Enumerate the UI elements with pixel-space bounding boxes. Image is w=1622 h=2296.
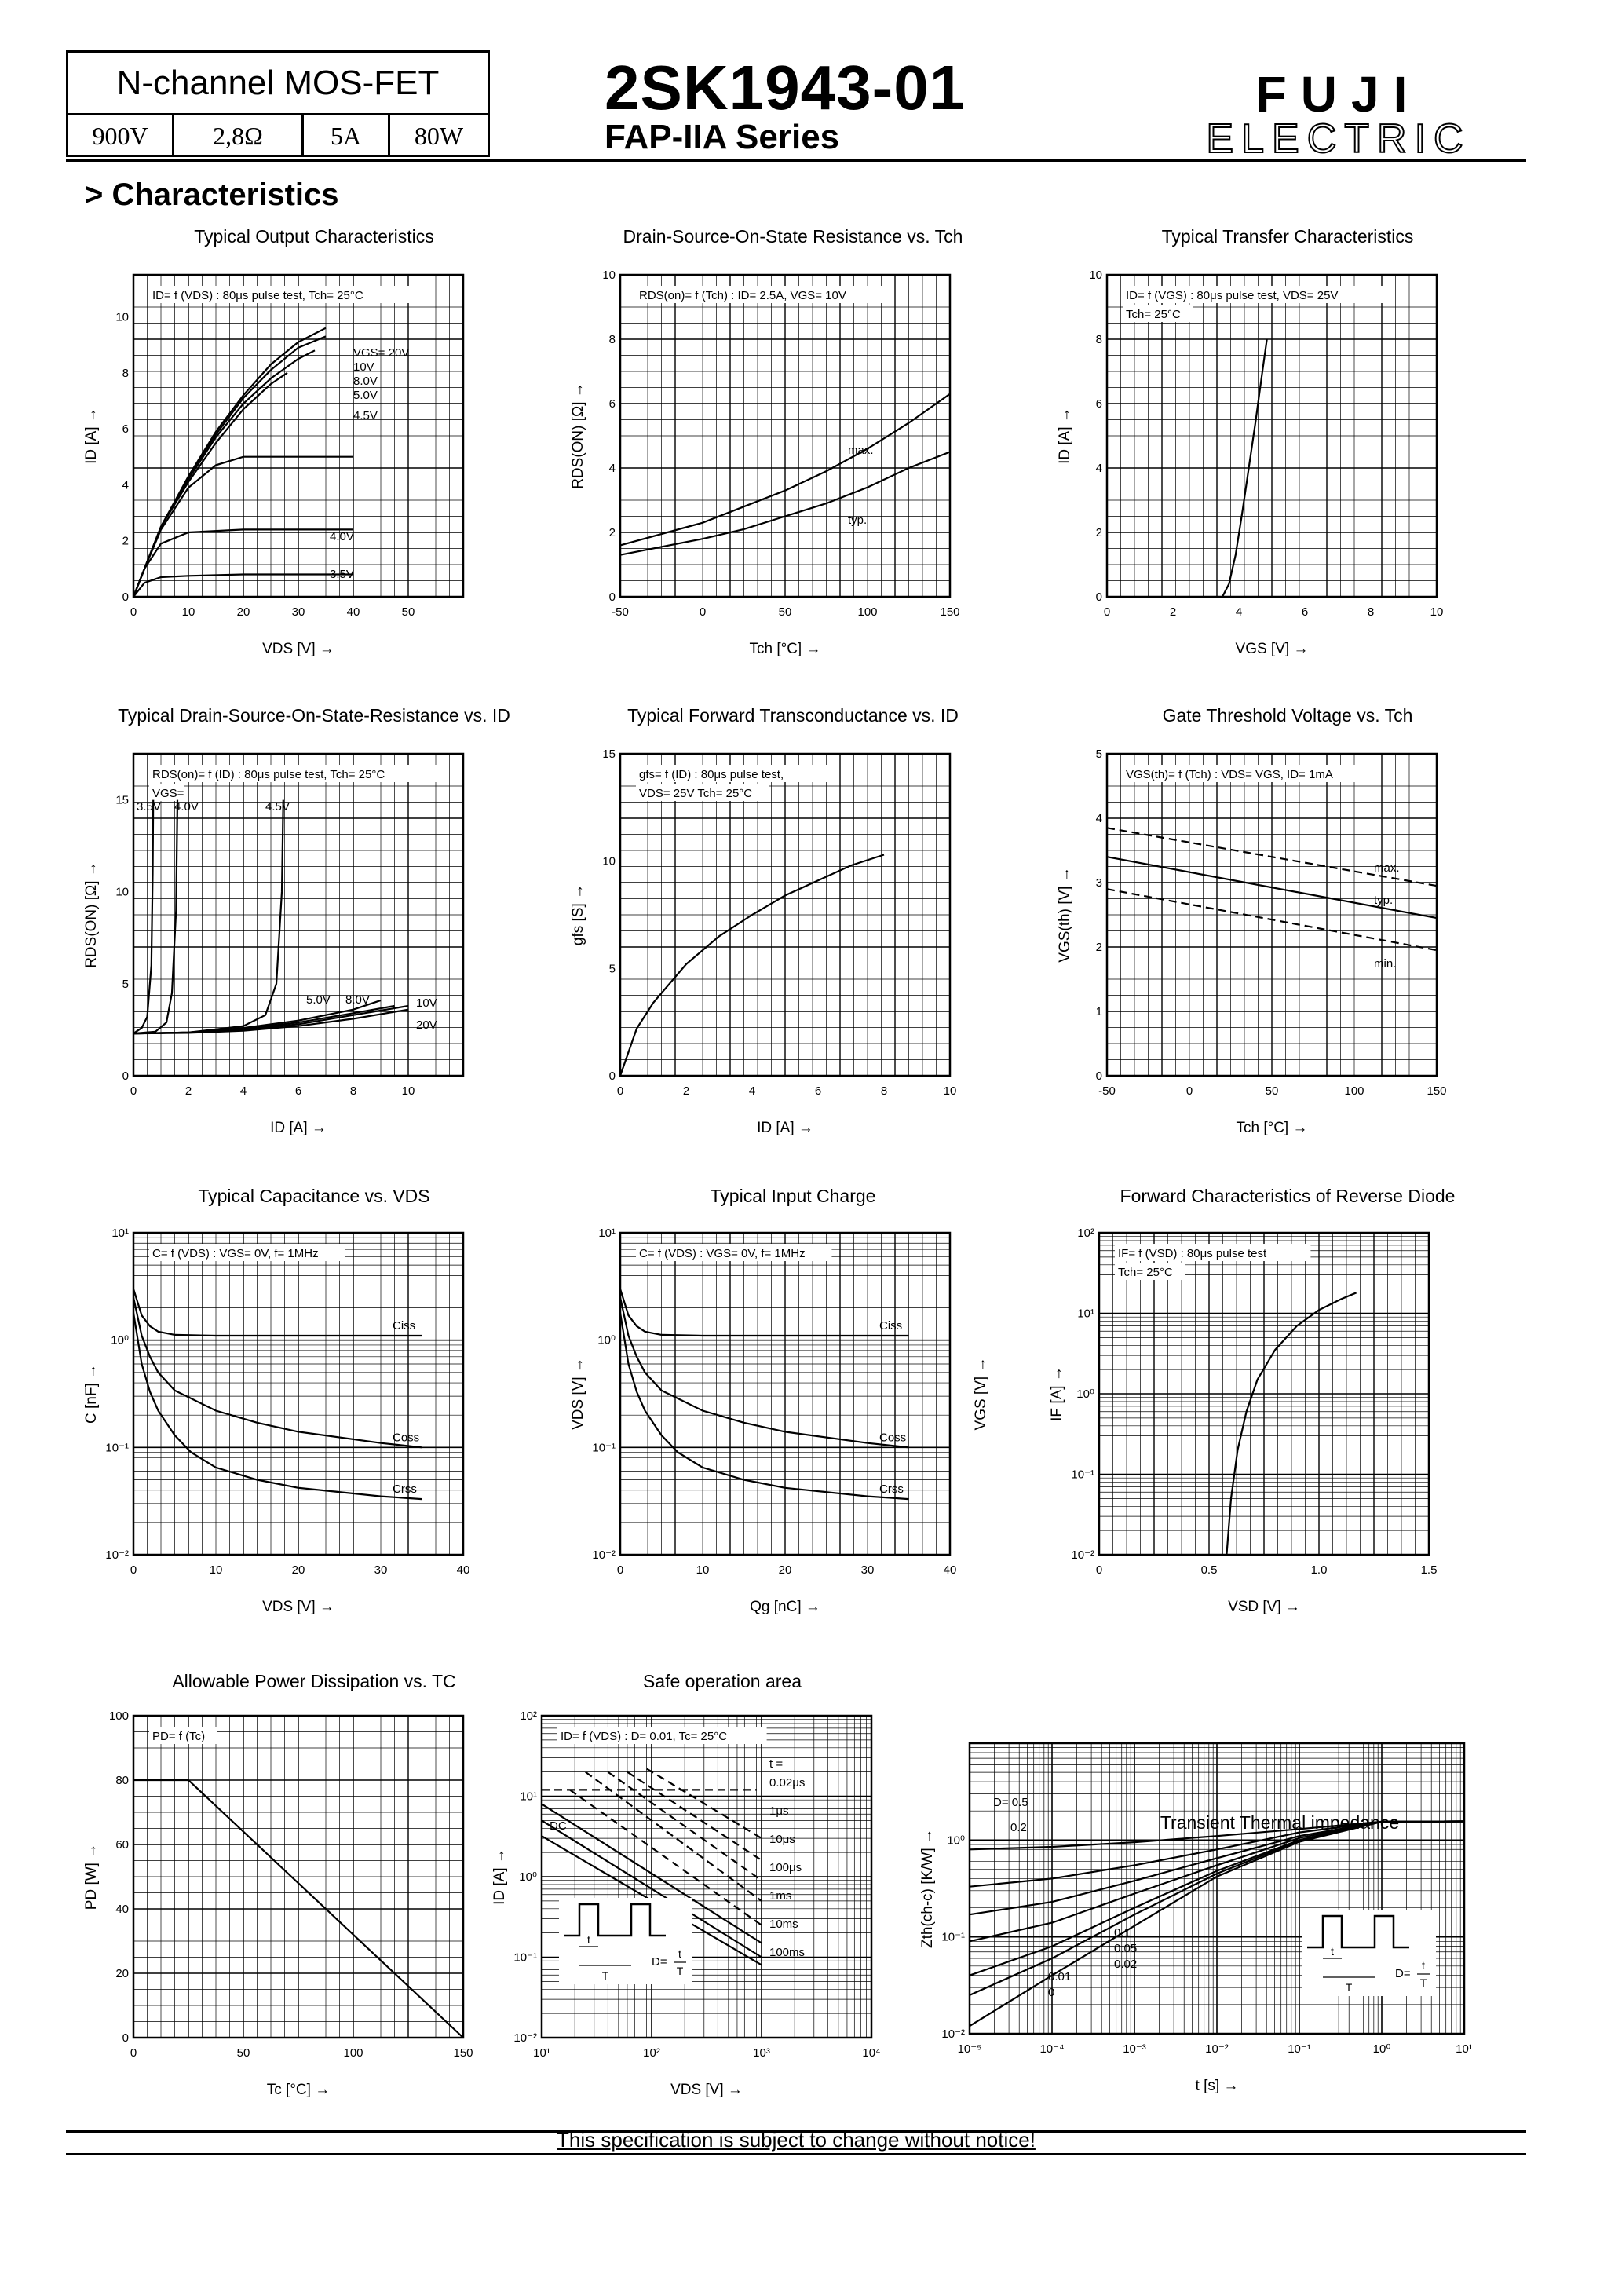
series-label-3: 10μs [769,1833,795,1846]
series-label-4: 5.0V [353,389,378,402]
y2-axis-label: VGS [V] → [973,1357,989,1431]
series-label-2: Coss [393,1431,420,1445]
y-tick-label: 4 [1095,812,1102,825]
y-tick-label: 15 [115,793,129,807]
footer-notice: This specification is subject to change without notice! [557,2128,1036,2152]
chart-annotation: IF= f (VSD) : 80μs pulse test [1118,1247,1267,1260]
series-label-8: DC [550,1819,567,1834]
y-tick-label: 10⁻¹ [513,1951,537,1965]
x-tick-label: 10 [943,1084,957,1098]
device-type: N-channel MOS-FET [68,53,488,115]
x-tick-label: 30 [291,605,305,619]
title-output: Typical Output Characteristics [194,226,434,247]
x-tick-label: 20 [236,605,250,619]
y-tick-label: 10⁻² [1071,1548,1094,1562]
y-axis-label: gfs [S] → [570,883,586,946]
y-tick-label: 15 [602,748,616,761]
y-tick-label: 10 [1089,269,1102,282]
chart-annotation: RDS(on)= f (Tch) : ID= 2.5A, VGS= 10V [639,289,846,302]
x-tick-label: 0 [616,1563,624,1577]
title-transfer: Typical Transfer Characteristics [1161,226,1414,247]
x-tick-label: 100 [857,605,878,619]
footer-rule-bottom [66,2153,1526,2155]
grid [1099,1233,1429,1555]
chart-thermal [919,1680,1476,2104]
y-axis-label: Zth(ch-c) [K/W] → [919,1829,936,1948]
y-tick-label: 0 [122,2031,129,2045]
y-tick-label: 10² [520,1709,537,1723]
series-label-4: 100μs [769,1861,802,1874]
series-label-7: 100ms [769,1946,806,1959]
chart-annotation: ID= f (VDS) : 80μs pulse test, Tch= 25°C [152,289,363,302]
pulse-label: t = [769,1757,784,1771]
x-axis-label: Tch [°C] → [1236,1120,1308,1136]
series-line-1 [133,800,153,1034]
inset-t-label: t [1331,1945,1334,1958]
x-tick-label: 10⁻² [1205,2042,1229,2056]
series-label-5: 8.0V [345,993,370,1007]
chart-annotation: Tch= 25°C [1126,308,1181,321]
series-line-1 [133,1289,422,1336]
series-label-1: 0.02μs [769,1776,806,1790]
y-axis-label: VDS [V] → [570,1358,586,1430]
x-tick-label: 50 [1265,1084,1279,1098]
title-rds-id: Typical Drain-Source-On-State-Resistance vs. ID [118,705,510,726]
x-tick-label: 10¹ [1456,2042,1473,2056]
chart-annotation: Tch= 25°C [1118,1266,1173,1279]
title-diode: Forward Characteristics of Reverse Diode [1120,1186,1456,1206]
series-line-2 [133,800,177,1034]
grid [133,275,463,597]
x-tick-label: 0 [699,605,707,619]
y-tick-label: 10⁰ [111,1333,129,1347]
y-tick-label: 6 [1095,397,1102,411]
series-label-3: Crss [879,1483,904,1497]
x-tick-label: 0 [130,1084,137,1098]
x-tick-label: 6 [1301,605,1309,619]
series-label-6: 10V [416,996,437,1010]
x-tick-label: 4 [239,1084,247,1098]
y-axis-label: ID [A] → [491,1848,508,1905]
y-axis-label: RDS(ON) [Ω] → [83,861,100,968]
title-soa: Safe operation area [642,1671,802,1691]
inset-t-label: t [587,1933,590,1946]
x-tick-label: 0 [130,605,137,619]
series-line-2 [627,1772,762,1861]
y-tick-label: 8 [608,333,616,346]
spec-resistance: 2,8Ω [174,115,304,157]
inset-duty-numerator: t [678,1947,681,1960]
series-label-3: min. [1374,957,1397,971]
y-axis-label: VGS(th) [V] → [1057,867,1073,963]
x-tick-label: 10³ [753,2046,770,2060]
y-tick-label: 10⁰ [1076,1387,1094,1401]
x-axis-label: ID [A] → [270,1120,327,1136]
y-tick-label: 10¹ [111,1227,129,1240]
series-label-2: 4.0V [174,800,199,813]
y-tick-label: 0 [1095,590,1102,604]
spec-current: 5A [304,115,390,157]
x-tick-label: 8 [880,1084,888,1098]
series-label-1: Ciss [879,1319,903,1333]
y-tick-label: 10⁻² [105,1548,129,1562]
x-tick-label: 0 [616,1084,624,1098]
chart-input-charge [565,1217,1005,1618]
y-tick-label: 20 [115,1967,129,1980]
x-axis-label: Tch [°C] → [749,641,821,657]
x-tick-label: 10 [1430,605,1444,619]
grid [1107,754,1437,1076]
series-label-1: max. [1374,861,1400,876]
x-tick-label: 2 [682,1084,690,1098]
series-line-4 [586,1772,762,1901]
y-tick-label: 8 [1095,333,1102,346]
y-tick-label: 4 [1095,462,1102,475]
y-axis-label: IF [A] → [1049,1366,1065,1421]
series-label-1: Ciss [393,1319,416,1333]
series-label-4: 0.05 [1114,1942,1138,1955]
x-tick-label: 6 [294,1084,302,1098]
y-tick-label: 10⁻¹ [1071,1468,1094,1482]
y-tick-label: 10 [602,854,616,868]
x-tick-label: 0 [1103,605,1111,619]
y-tick-label: 10 [602,269,616,282]
x-tick-label: 20 [291,1563,305,1577]
title-power: Allowable Power Dissipation vs. TC [172,1671,456,1691]
x-tick-label: 20 [778,1563,792,1577]
spec-box [66,50,490,157]
series-label-1: VGS= 20V [353,346,410,360]
grid [133,1716,463,2038]
series-name: FAP-IIA Series [605,118,840,156]
spec-power: 80W [414,122,464,150]
inset-duty-label: D= [652,1955,667,1969]
x-axis-label: ID [A] → [757,1120,813,1136]
y-tick-label: 10⁰ [947,1834,965,1848]
y-tick-label: 10⁰ [597,1333,616,1347]
x-tick-label: 10 [401,1084,415,1098]
x-axis-label: VDS [V] → [670,2082,743,2098]
y-tick-label: 0 [122,1069,129,1083]
y-tick-label: 3 [1095,876,1102,890]
x-tick-label: 0 [1095,1563,1103,1577]
x-tick-label: 150 [940,605,960,619]
y-tick-label: 10¹ [520,1790,537,1804]
x-tick-label: 10 [696,1563,710,1577]
x-tick-label: 2 [184,1084,192,1098]
x-tick-label: 40 [346,605,360,619]
title-capacitance: Typical Capacitance vs. VDS [198,1186,430,1206]
y-tick-label: 6 [122,422,129,437]
y-tick-label: 10¹ [598,1227,616,1240]
x-tick-label: 1.5 [1420,1563,1438,1577]
x-tick-label: 10⁻³ [1123,2042,1146,2056]
x-tick-label: 150 [1427,1084,1447,1098]
chart-annotation: VGS(th)= f (Tch) : VDS= VGS, ID= 1mA [1126,768,1333,781]
y-tick-label: 10 [115,885,129,899]
x-axis-label: VSD [V] → [1228,1599,1300,1615]
x-tick-label: 100 [343,2046,363,2060]
x-tick-label: 10 [181,605,195,619]
y-axis-label: ID [A] → [1057,408,1073,464]
chart-soa [487,1700,895,2100]
chart-output [79,259,518,660]
series-label-4: 5.0V [306,993,331,1007]
chart-transfer [1052,259,1492,660]
series-line-4 [133,373,287,597]
fuji-electric-logo [1162,68,1515,159]
x-tick-label: 10⁴ [862,2046,881,2060]
x-tick-label: 10⁻⁴ [1039,2042,1065,2056]
y-tick-label: 10⁻¹ [105,1441,129,1455]
chart-annotation: PD= f (Tc) [152,1730,206,1743]
y-tick-label: 4 [608,462,616,475]
inset-duty-denominator: T [676,1965,684,1977]
y-tick-label: 5 [608,962,616,976]
inset-duty-denominator: T [1419,1976,1427,1989]
series-label-3: Crss [393,1483,417,1497]
x-tick-label: 10¹ [533,2046,550,2060]
series-label-6: 0.01 [1048,1970,1072,1983]
x-tick-label: 50 [236,2046,250,2060]
y-tick-label: 1 [1095,1005,1102,1018]
y-tick-label: 0 [608,1069,616,1083]
grid [620,754,950,1076]
title-rds-tch: Drain-Source-On-State Resistance vs. Tch [623,226,963,247]
x-tick-label: 2 [1169,605,1177,619]
x-axis-label: VGS [V] → [1235,641,1309,657]
chart-annotation: RDS(on)= f (ID) : 80μs pulse test, Tch= 25°C [152,768,385,781]
series-label-1: 3.5V [137,800,161,813]
x-tick-label: 100 [1344,1084,1364,1098]
spec-row [68,115,488,157]
x-tick-label: 4 [748,1084,756,1098]
chart-diode [989,1217,1492,1618]
x-tick-label: 40 [943,1563,957,1577]
x-tick-label: 50 [778,605,792,619]
x-tick-label: 30 [860,1563,875,1577]
x-tick-label: 10² [643,2046,660,2060]
y-tick-label: 0 [1095,1069,1102,1083]
series-line-1 [620,1289,909,1336]
y-tick-label: 2 [1095,941,1102,954]
x-tick-label: -50 [1098,1084,1116,1098]
x-axis-label: Tc [°C] → [266,2082,331,2098]
y-axis-label: PD [W] → [83,1843,100,1910]
x-axis-label: Qg [nC] → [750,1599,820,1615]
series-label-2: typ. [848,514,868,528]
series-label-3: 8.0V [353,375,378,388]
series-label-7: 3.5V [330,568,354,581]
x-tick-label: 50 [401,605,415,619]
y-tick-label: 10² [1077,1227,1094,1240]
chart-annotation: VDS= 25V Tch= 25°C [639,787,753,800]
series-line-3 [133,800,283,1034]
header-rule [66,159,1526,162]
series-label-7: 0 [1048,1986,1055,1999]
y-tick-label: 100 [108,1709,129,1723]
x-tick-label: 6 [814,1084,822,1098]
x-tick-label: 8 [349,1084,357,1098]
chart-annotation: C= f (VDS) : VGS= 0V, f= 1MHz [639,1247,806,1260]
series-label-6: 10ms [769,1918,798,1931]
series-label-5: 4.5V [353,409,378,422]
series-label-3: 4.5V [265,800,290,813]
chart-gfs [565,738,1005,1139]
y-tick-label: 0 [122,590,129,604]
x-axis-label: t [s] → [1195,2078,1239,2094]
chart-annotation: VGS= [152,787,184,800]
y-tick-label: 5 [1095,748,1102,761]
x-tick-label: 30 [374,1563,388,1577]
chart-annotation: C= f (VDS) : VGS= 0V, f= 1MHz [152,1247,319,1260]
x-tick-label: 0 [1185,1084,1193,1098]
chart-power [79,1700,518,2100]
x-tick-label: 0.5 [1200,1563,1218,1577]
title-gfs: Typical Forward Transconductance vs. ID [627,705,959,726]
series-line-1 [620,855,884,1077]
inset-duty-numerator: t [1422,1959,1425,1972]
series-label-2: 0.2 [1010,1821,1027,1834]
y-tick-label: 10⁻¹ [941,1930,965,1944]
y-tick-label: 2 [1095,526,1102,539]
y-axis-label: RDS(ON) [Ω] → [570,382,586,489]
x-tick-label: 150 [453,2046,473,2060]
x-tick-label: -50 [612,605,629,619]
y-tick-label: 8 [122,366,129,380]
chart-annotation: gfs= f (ID) : 80μs pulse test, [639,768,784,781]
logo-line2: ELECTRIC [1206,116,1471,159]
chart-vgsth [1052,738,1492,1139]
y-tick-label: 80 [115,1774,129,1787]
inset-duty-label: D= [1395,1967,1411,1980]
x-axis-label: VDS [V] → [262,1599,334,1615]
grid [620,275,950,597]
y-tick-label: 4 [122,478,129,492]
grid [1107,275,1437,597]
spec-voltage: 900V [68,115,174,157]
x-tick-label: 8 [1367,605,1375,619]
series-label-5: 1ms [769,1889,792,1903]
logo-line1: FUJI [1255,68,1422,122]
x-tick-label: 10⁻⁵ [957,2042,982,2056]
section-title: > Characteristics [85,177,339,212]
x-tick-label: 4 [1235,605,1243,619]
chart-capacitance [79,1217,518,1618]
y-tick-label: 10⁰ [519,1870,537,1884]
title-thermal: Transient Thermal impedance [1160,1812,1400,1833]
series-label-2: Coss [879,1431,907,1445]
y-tick-label: 10⁻¹ [592,1441,616,1455]
title-input-charge: Typical Input Charge [710,1186,876,1206]
y-axis-label: ID [A] → [83,408,100,464]
y-axis-label: C [nF] → [83,1363,100,1424]
y-tick-label: 60 [115,1838,129,1852]
chart-annotation: ID= f (VDS) : D= 0.01, Tc= 25°C [561,1730,728,1743]
series-label-3: 0.1 [1114,1926,1131,1940]
series-label-6: 4.0V [330,530,354,543]
series-label-1: max. [848,444,874,458]
x-tick-label: 0 [130,2046,137,2060]
x-tick-label: 10 [209,1563,223,1577]
y-tick-label: 6 [608,397,616,411]
series-label-2: 1μs [769,1804,789,1818]
x-tick-label: 10⁻¹ [1288,2042,1311,2056]
y-tick-label: 10⁻² [513,2031,537,2045]
series-label-2: typ. [1374,894,1394,908]
inset-T-label: T [601,1969,609,1982]
y-tick-label: 40 [115,1903,129,1916]
x-tick-label: 0 [130,1563,137,1577]
chart-rds-tch [565,259,1005,660]
y-tick-label: 0 [608,590,616,604]
y-tick-label: 2 [608,526,616,539]
chart-rds-id [79,738,518,1139]
y-tick-label: 10⁻² [941,2027,965,2041]
grid [542,1716,871,2038]
y-tick-label: 10¹ [1077,1307,1094,1321]
series-label-1: D= 0.5 [993,1796,1028,1809]
part-number: 2SK1943-01 [605,53,966,122]
x-axis-label: VDS [V] → [262,641,334,657]
series-label-7: 20V [416,1018,437,1032]
chart-annotation: ID= f (VGS) : 80μs pulse test, VDS= 25V [1126,289,1339,302]
x-tick-label: 40 [456,1563,470,1577]
x-tick-label: 1.0 [1310,1563,1328,1577]
series-label-2: 10V [353,360,374,374]
y-tick-label: 2 [122,534,129,548]
y-tick-label: 5 [122,977,129,991]
series-label-5: 0.02 [1114,1958,1138,1971]
y-tick-label: 10⁻² [592,1548,616,1562]
y-tick-label: 10 [115,310,129,324]
x-tick-label: 10⁰ [1372,2042,1391,2056]
inset-T-label: T [1345,1981,1353,1994]
title-vgsth: Gate Threshold Voltage vs. Tch [1162,705,1413,726]
